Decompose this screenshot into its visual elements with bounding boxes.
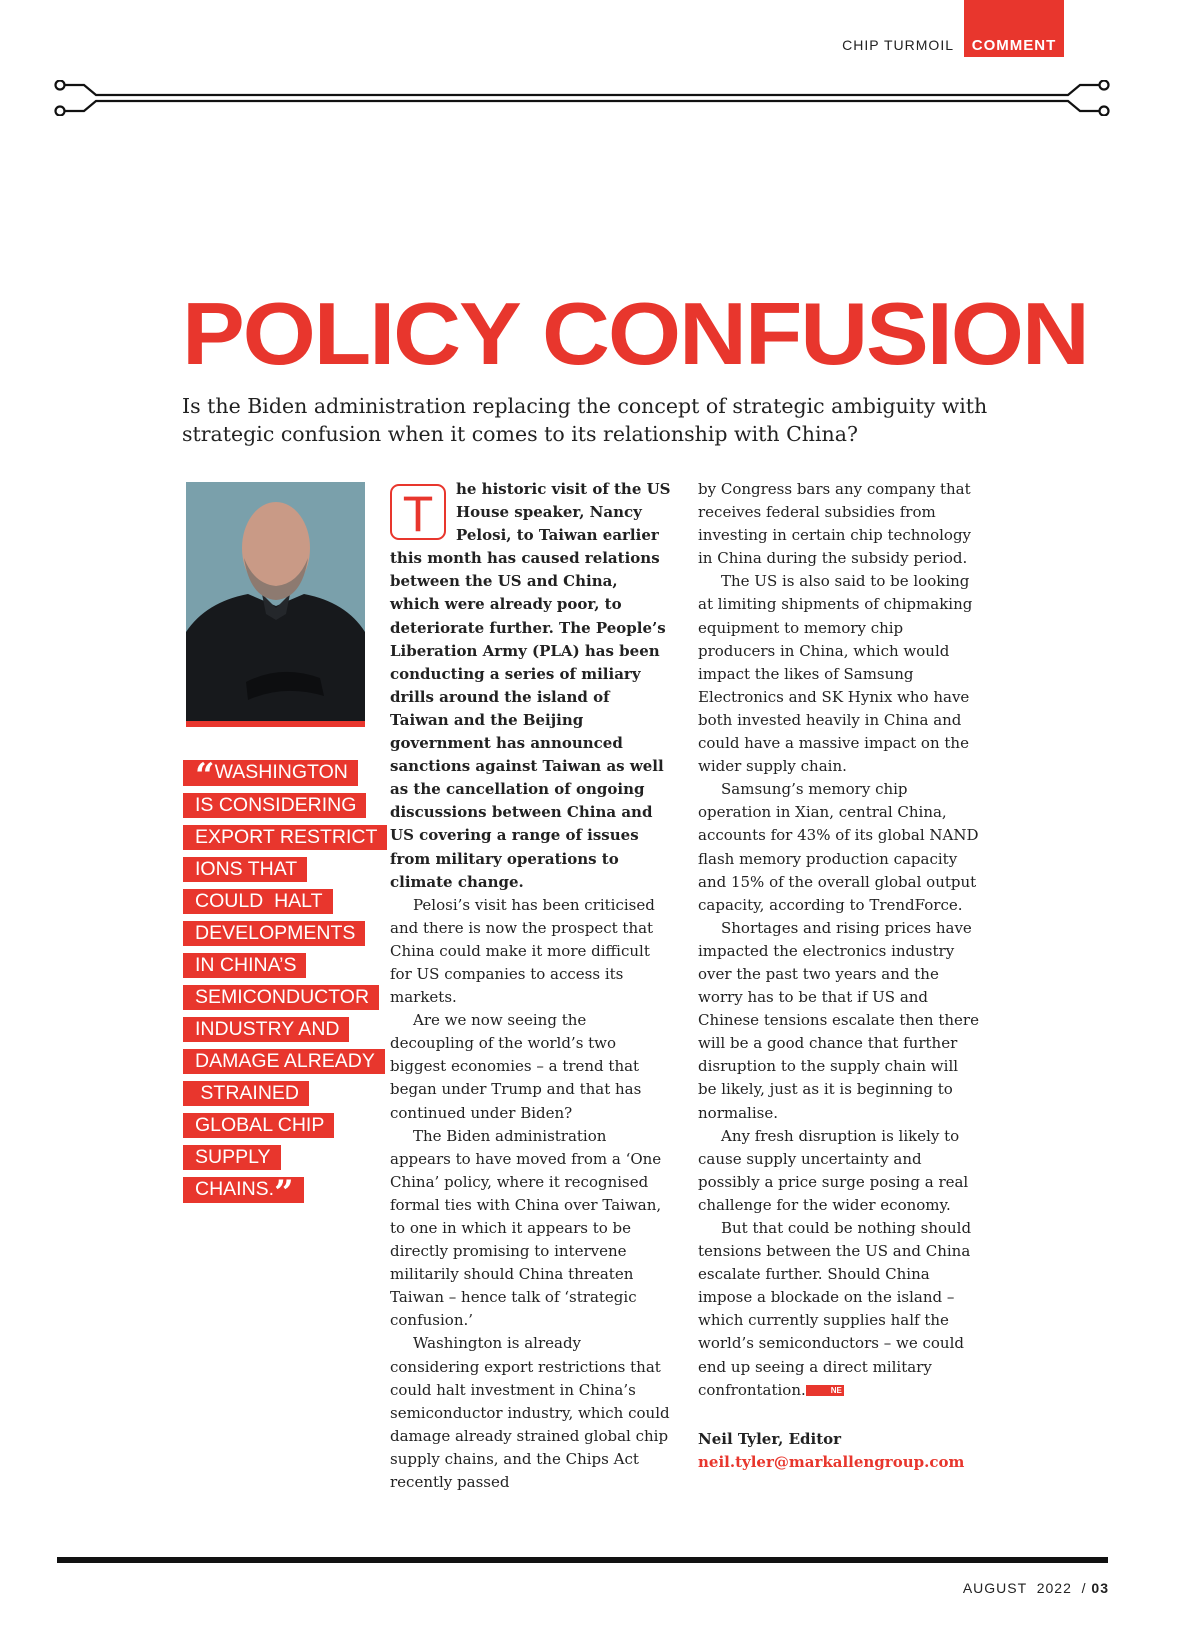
pullquote-line: SEMICONDUCTOR xyxy=(183,985,379,1010)
pullquote-line: DEVELOPMENTS xyxy=(183,921,365,946)
body-paragraph: The Biden administration appears to have moved from a ‘One China’ policy, where it recognised formal ties with China over Taiwan, to one in which it appears to be directly promising to intervene militarily should China threaten Taiwan – hence talk of ‘strategic confusion.’ xyxy=(390,1126,662,1330)
author-name: Neil Tyler, Editor xyxy=(698,1429,842,1448)
lead-paragraph: T he historic visit of the US House speaker, Nancy Pelosi, to Taiwan earlier this month has caused relations between the US and China, which were already poor, to deteriorate further. The People’s Liberation Army (PLA) has been conducting a series of miliary drills around the island of Taiwan and the Beijing government has announced sanctions against Taiwan as well as the cancellation of ongoing discussions between China and US covering a range of issues from military operations to climate change. xyxy=(390,480,671,891)
pullquote-line: EXPORT RESTRICT xyxy=(183,825,387,850)
comment-tab: COMMENT xyxy=(964,0,1064,57)
body-paragraph: Pelosi’s visit has been criticised and there is now the prospect that China could make it more difficult for US companies to access its markets. xyxy=(390,895,655,1007)
page-number: 03 xyxy=(1091,1580,1109,1596)
open-quote-icon: “ xyxy=(195,756,215,796)
issue-date: AUGUST 2022 / xyxy=(962,1580,1092,1596)
body-paragraph: The US is also said to be looking at limiting shipments of chipmaking equipment to memory chip producers in China, which would impact the likes of Samsung Electronics and SK Hynix who have both invested heavily in China and could have a massive impact on the wider supply chain. xyxy=(698,572,973,776)
author-photo xyxy=(186,482,365,727)
pullquote-line: STRAINED xyxy=(183,1081,309,1106)
pullquote-line: CHAINS.” xyxy=(183,1177,304,1203)
section-label: CHIP TURMOIL xyxy=(842,37,954,53)
body-paragraph: Samsung’s memory chip operation in Xian, central China, accounts for 43% of its global NAND flash memory production capacity and 15% of the overall global output capacity, according to TrendForce. xyxy=(698,780,979,914)
body-paragraph: by Congress bars any company that receives federal subsidies from investing in certain chip technology in China during the subsidy period. xyxy=(698,480,972,568)
pullquote-line: GLOBAL CHIP xyxy=(183,1113,334,1138)
pullquote-line: INDUSTRY AND xyxy=(183,1017,349,1042)
running-header xyxy=(842,0,1064,57)
email-link[interactable]: neil.tyler@markallengroup.com xyxy=(698,1452,965,1471)
pullquote-line: IONS THAT xyxy=(183,857,307,882)
drop-cap: T xyxy=(390,484,446,540)
body-paragraph: Washington is already considering export restrictions that could halt investment in China’s semiconductor industry, which could damage already strained global chip supply chains, and the Chips Act recently passed xyxy=(390,1334,670,1492)
page-footer xyxy=(963,1580,1109,1596)
close-quote-icon: ” xyxy=(274,1173,294,1213)
body-paragraph: But that could be nothing should tensions between the US and China escalate further. Should China impose a blockade on the island – which currently supplies half the world’s semiconductors – we could end up seeing a direct military confrontation. NE xyxy=(698,1219,972,1399)
author-email[interactable] xyxy=(698,1451,980,1474)
pullquote-line: SUPPLY xyxy=(183,1145,281,1170)
standfirst: Is the Biden administration replacing the concept of strategic ambiguity with strategic confusion when it comes to its relationship with China? xyxy=(182,394,988,446)
circuit-divider xyxy=(54,80,1110,116)
pullquote-line: COULD HALT xyxy=(183,889,333,914)
article-title: POLICY CONFUSION xyxy=(182,284,1088,383)
body-paragraph: Any fresh disruption is likely to cause supply uncertainty and possibly a price surge posing a real challenge for the wider economy. xyxy=(698,1126,969,1214)
pull-quote xyxy=(183,756,378,1213)
body-paragraph: Shortages and rising prices have impacted the electronics industry over the past two years and the worry has to be that if US and Chinese tensions escalate then there will be a good chance that further disruption to the supply chain will be likely, just as it is beginning to normalise. xyxy=(698,918,979,1122)
footer-rule xyxy=(57,1557,1108,1563)
pullquote-line: “WASHINGTON xyxy=(183,760,358,786)
portrait-illustration xyxy=(186,482,365,727)
pullquote-line: DAMAGE ALREADY xyxy=(183,1049,385,1074)
article-column-1 xyxy=(390,478,672,1494)
article-column-2 xyxy=(698,478,980,1474)
pullquote-line: IN CHINA’S xyxy=(183,953,306,978)
body-paragraph: Are we now seeing the decoupling of the world’s two biggest economies – a trend that began under Trump and that has continued under Biden? xyxy=(390,1011,642,1122)
end-mark-icon: NE xyxy=(806,1385,844,1396)
pullquote-line: IS CONSIDERING xyxy=(183,793,366,818)
photo-accent-bar xyxy=(186,721,365,727)
